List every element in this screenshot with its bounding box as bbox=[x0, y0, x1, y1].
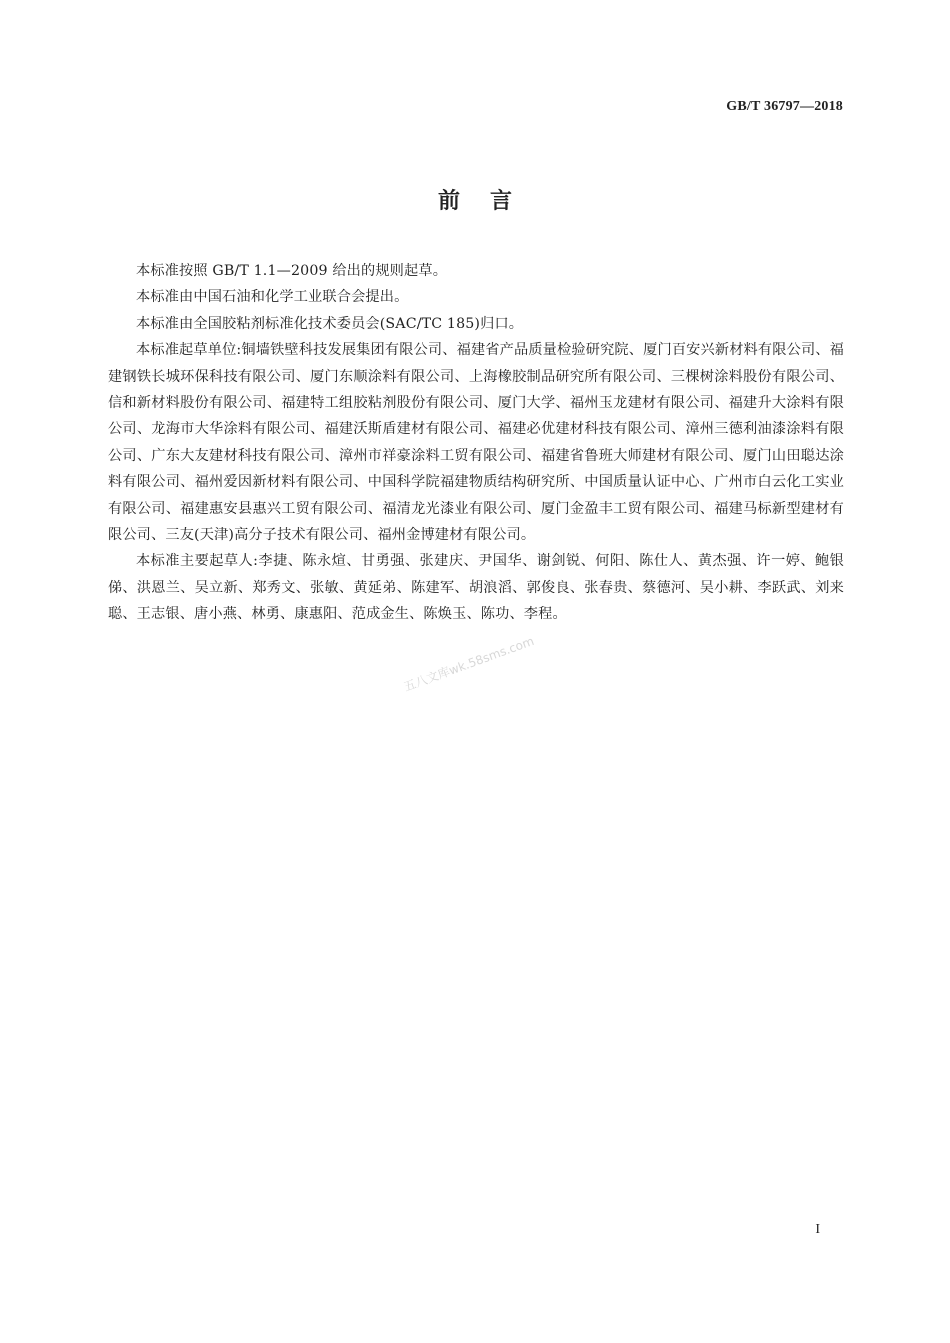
page-title: 前言 bbox=[437, 189, 542, 214]
paragraph-centralized-by: 本标准由全国胶粘剂标准化技术委员会(SAC/TC 185)归口。 bbox=[136, 315, 524, 332]
page-number: I bbox=[815, 1222, 820, 1237]
paragraph-drafting-rules: 本标准按照 GB/T 1.1—2009 给出的规则起草。 bbox=[136, 263, 448, 279]
watermark: 五八文库wk.58sms.com bbox=[401, 633, 536, 695]
paragraph-main-drafters: 本标准主要起草人:李捷、陈永煊、甘勇强、张建庆、尹国华、谢剑锐、何阳、陈仕人、黄杰强、许一婷、鲍银俤、洪恩兰、吴立新、郑秀文、张敏、黄延弟、陈建军、胡浪滔、郭俊良、张春贵、蔡德河、吴小耕、李跃武、刘来聪、王志银、唐小燕、林勇、康惠阳、范成金生、陈焕玉、陈功、李程。 bbox=[108, 553, 844, 623]
paragraph-proposer: 本标准由中国石油和化学工业联合会提出。 bbox=[136, 289, 409, 306]
paragraph-drafting-units: 本标准起草单位:铜墙铁壁科技发展集团有限公司、福建省产品质量检验研究院、厦门百安兴新材料有限公司、福建钢铁长城环保科技有限公司、厦门东顺涂料有限公司、上海橡胶制品研究所有限公司、三棵树涂料股份有限公司、信和新材料股份有限公司、福建特工组胶粘剂股份有限公司、厦门大学、福州玉龙建材有限公司、福建升大涂料有限公司、龙海市大华涂料有限公司、福建沃斯盾建材有限公司、福建必优建材科技有限公司、漳州三德利油漆涂料有限公司、广东大友建材科技有限公司、漳州市祥豪涂料工贸有限公司、福建省鲁班大师建材有限公司、厦门山田聪达涂料有限公司、福州爱因新材料有限公司、中国科学院福建物质结构研究所、中国质量认证中心、广州市白云化工实业有限公司、福建惠安县惠兴工贸有限公司、福清龙光漆业有限公司、厦门金盈丰工贸有限公司、福建马标新型建材有限公司、三友(天津)高分子技术有限公司、福州金博建材有限公司。 bbox=[108, 342, 844, 544]
foreword-body bbox=[108, 258, 844, 628]
standard-code: GB/T 36797—2018 bbox=[726, 99, 843, 114]
